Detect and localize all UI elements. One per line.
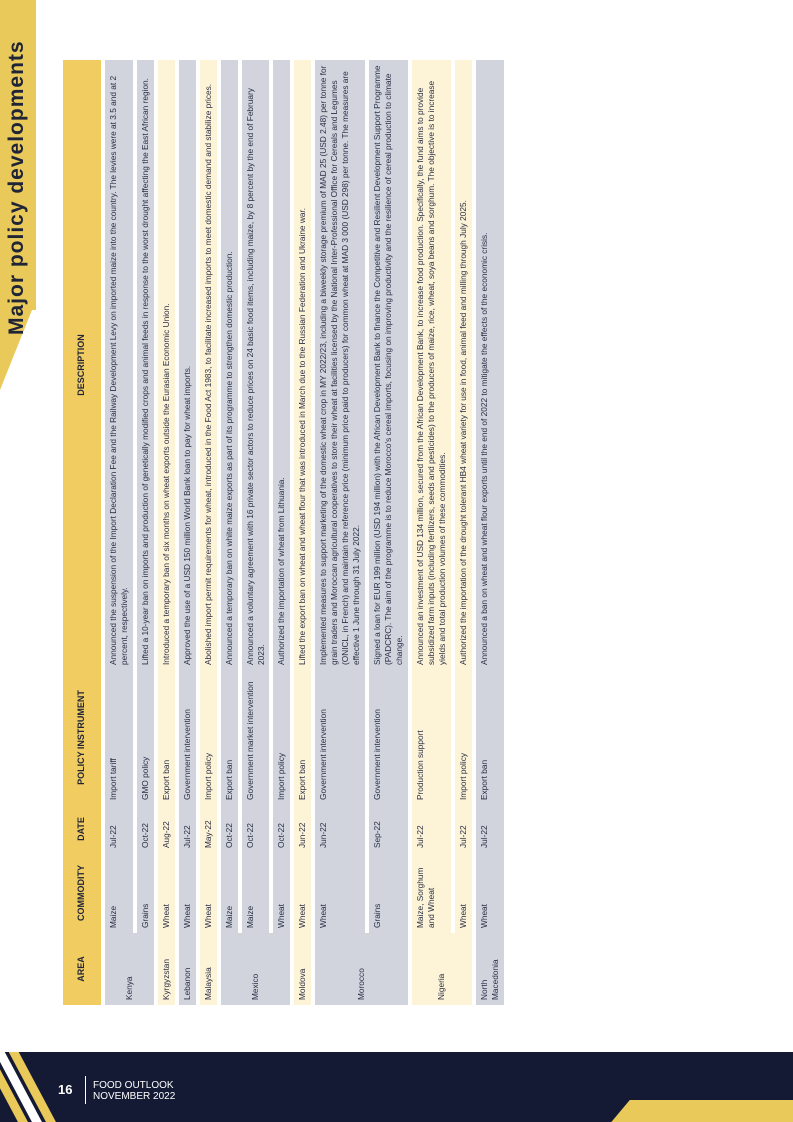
header-area: AREA [63,933,101,1005]
cell-date: Sep-22 [369,805,408,853]
table-row [200,60,217,1005]
cell-description: Announced an investment of USD 134 million, secured from the African Development Bank, to increase food production. Specifically, the fund aims to provide subsidized farm inputs (including fertilizers, seeds and pesticides) to the producers of maize, rice, wheat, soya beans and sorghum. The objective is to increase yields and total production volumes of these commodities. [412,60,451,670]
cell-policy: Export ban [221,670,238,805]
table-row [105,60,133,1005]
cell-policy: GMO policy [137,670,154,805]
policy-table-container [59,60,739,1005]
cell-date: Jul-22 [179,805,196,853]
cell-commodity: Maize [242,853,270,933]
cell-policy: Import tariff [105,670,133,805]
cell-commodity: Maize [105,853,133,933]
cell-commodity: Wheat [476,853,504,933]
publication-issue: NOVEMBER 2022 [93,1091,176,1102]
table-row [315,60,365,1005]
footer-divider [85,1076,86,1104]
cell-commodity: Wheat [273,853,290,933]
cell-date: May-22 [200,805,217,853]
cell-description: Announced a voluntary agreement with 16 private sector actors to reduce prices on 24 basic food items, including maize, by 8 percent by the end of February 2023. [242,60,270,670]
table-row [137,60,154,1005]
footer-accent [596,1100,793,1122]
table-row [455,60,472,1005]
cell-date: Jul-22 [455,805,472,853]
cell-commodity: Grains [137,853,154,933]
cell-commodity: Maize, Sorghum and Wheat [412,853,451,933]
header-commodity: COMMODITY [63,853,101,933]
cell-description: Authorized the importation of wheat from Lithuania. [273,60,290,670]
table-row [179,60,196,1005]
cell-policy: Export ban [294,670,311,805]
table-row [294,60,311,1005]
header-policy-instrument: POLICY INSTRUMENT [63,670,101,805]
cell-description: Lifted the export ban on wheat and wheat flour that was introduced in March due to the Russian Federation and Ukraine war. [294,60,311,670]
cell-commodity: Wheat [179,853,196,933]
cell-commodity: Wheat [294,853,311,933]
cell-description: Approved the use of a USD 150 million World Bank loan to pay for wheat imports. [179,60,196,670]
section-title: Major policy developments [5,40,28,335]
table-row [273,60,290,1005]
cell-policy: Import policy [200,670,217,805]
table-row [242,60,270,1005]
publication-title: FOOD OUTLOOK [93,1080,174,1091]
cell-policy: Import policy [455,670,472,805]
header-date: DATE [63,805,101,853]
publication-info [93,1080,175,1102]
cell-date: Jul-22 [105,805,133,853]
cell-policy: Government intervention [369,670,408,805]
table-row [476,60,504,1005]
cell-commodity: Grains [369,853,408,933]
cell-area: Mexico [221,933,291,1005]
cell-date: Oct-22 [137,805,154,853]
cell-policy: Export ban [476,670,504,805]
cell-commodity: Wheat [455,853,472,933]
cell-area: Kenya [105,933,154,1005]
table-row [221,60,238,1005]
cell-date: Oct-22 [242,805,270,853]
cell-policy: Production support [412,670,451,805]
cell-date: Oct-22 [221,805,238,853]
cell-policy: Government market intervention [242,670,270,805]
cell-policy: Government intervention [315,670,365,805]
cell-area: Kyrgyzstan [158,933,175,1005]
cell-commodity: Wheat [200,853,217,933]
table-row [158,60,175,1005]
cell-description: Lifted a 10-year ban on imports and production of genetically modified crops and animal feeds in response to the worst drought affecting the East African region. [137,60,154,670]
cell-description: Announced a ban on wheat and wheat flour exports until the end of 2022 to mitigate the effects of the economic crisis. [476,60,504,670]
policy-table [59,60,508,1005]
cell-area: Morocco [315,933,408,1005]
cell-date: Jul-22 [476,805,504,853]
cell-description: Abolished import permit requirements for wheat, introduced in the Food Act 1983, to facilitate increased imports to meet domestic demand and stabilize prices. [200,60,217,670]
cell-area: Moldova [294,933,311,1005]
cell-area: Lebanon [179,933,196,1005]
cell-description: Signed a loan for EUR 199 million (USD 194 million) with the African Development Bank to finance the Competitive and Resilient Development Support Programme (PADCRC). The aim of the programme is to reduce Morocco's cereal imports, focusing on improving productivity and the resilience of cereal production to climate change. [369,60,408,670]
cell-policy: Import policy [273,670,290,805]
cell-date: Jul-22 [412,805,451,853]
cell-description: Implemented measures to support marketing of the domestic wheat crop in MY 2022/23, including a biweekly storage premium of MAD 25 (USD 2.48) per tonne for grain traders and Moroccan agricultural cooperatives to store their wheat at facilities licensed by the National Inter-Professional Office for Cereals and Legumes (ONICL, in French) and maintain the reference price (minimum price paid to producers) for common wheat at MAD 3 000 (USD 298) per tonne. The measures are effective 1 June through 31 July 2022. [315,60,365,670]
cell-policy: Export ban [158,670,175,805]
cell-area: Nigeria [412,933,472,1005]
cell-date: Oct-22 [273,805,290,853]
page-number: 16 [58,1082,73,1097]
cell-commodity: Wheat [315,853,365,933]
table-row [412,60,451,1005]
page-footer [0,1052,793,1122]
cell-description: Authorized the importation of the drought tolerant HB4 wheat variety for use in food, animal feed and milling through July 2025. [455,60,472,670]
cell-description: Introduced a temporary ban of six months on wheat exports outside the Eurasian Economic Union. [158,60,175,670]
cell-description: Announced a temporary ban on white maize exports as part of its programme to strengthen domestic production. [221,60,238,670]
header-description: DESCRIPTION [63,60,101,670]
table-header-row [63,60,101,1005]
cell-area: Malaysia [200,933,217,1005]
cell-area: North Macedonia [476,933,504,1005]
cell-description: Announced the suspension of the Import Declaration Fee and the Railway Development Levy on imported maize into the country. The levies were at 3.5 and at 2 percent, respectively. [105,60,133,670]
cell-policy: Government intervention [179,670,196,805]
cell-commodity: Maize [221,853,238,933]
cell-date: Jun-22 [294,805,311,853]
table-row [369,60,408,1005]
cell-commodity: Wheat [158,853,175,933]
cell-date: Jun-22 [315,805,365,853]
cell-date: Aug-22 [158,805,175,853]
